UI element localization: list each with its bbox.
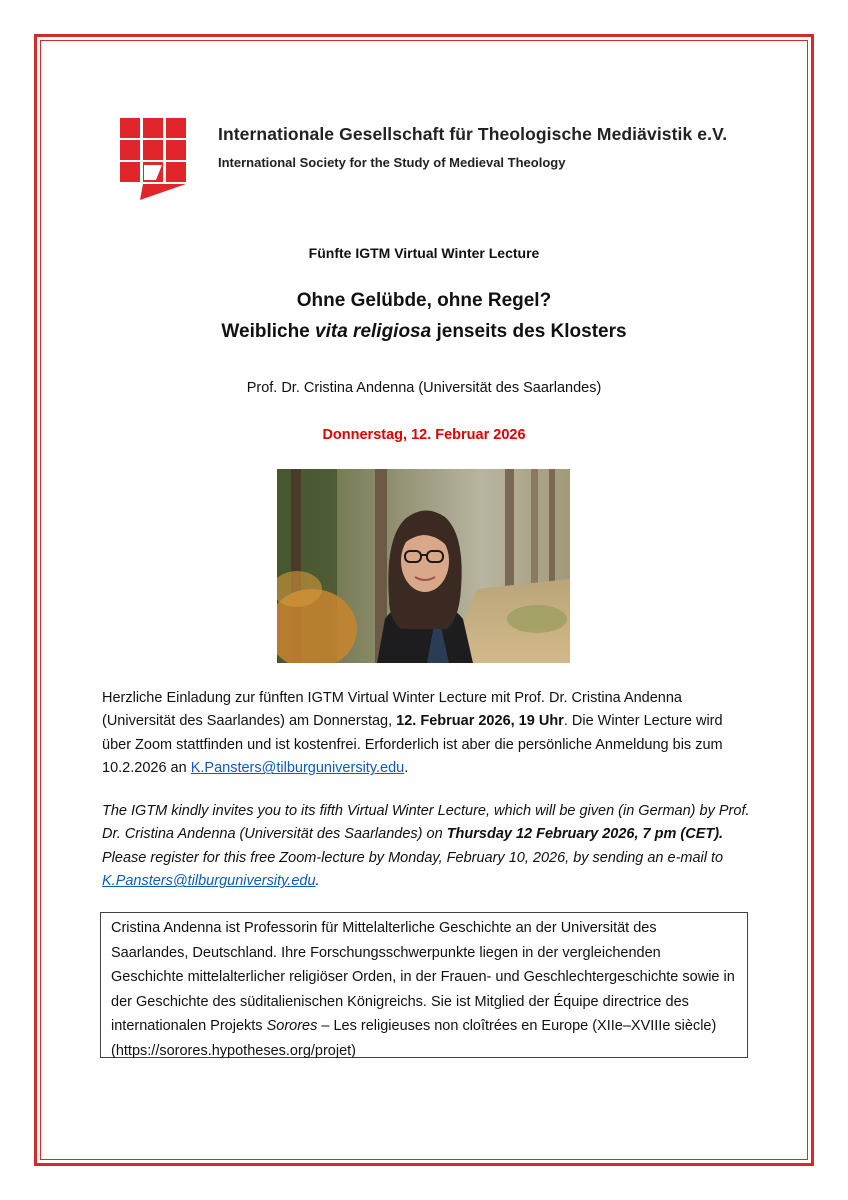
invitation-german	[102, 687, 752, 781]
invitation-english	[102, 800, 752, 894]
invitation-datetime: 12. Februar 2026, 19 Uhr	[396, 713, 564, 730]
invitation-text: .	[404, 760, 409, 777]
title-text: Weibliche	[221, 321, 316, 342]
society-name-de: Internationale Gesellschaft für Theologische Mediävistik e.V.	[218, 124, 728, 144]
lecture-series: Fünfte IGTM Virtual Winter Lecture	[308, 245, 540, 261]
invitation-text: . Die Winter Lecture wird über Zoom stattfinden und ist kostenfrei. Erforderlich ist aber die persönliche Anmeldung bis zum 10.2.2026 an	[102, 713, 723, 777]
bio-text: Cristina Andenna ist Professorin für Mittelalterliche Geschichte an der Universität des Saarlandes, Deutschland. Ihre Forschungsschwerpunkte liegen in der vergleichenden Geschichte mittelalterlicher religiöser Orden, in der Frauen- und Geschlechtergeschichte sowie in der Geschichte des süditalienischen Königreichs. Sie ist Mitglied der Équipe directrice des internationalen Projekts	[111, 920, 735, 1035]
speaker: Prof. Dr. Cristina Andenna (Universität des Saarlandes)	[246, 380, 602, 396]
bio-text: – Les religieuses non cloîtrées en Europe (XIIe–XVIIIe siècle) (https://sorores.hypotheses.org/projet)	[111, 1018, 717, 1059]
speaker-bio-box	[100, 912, 748, 1058]
society-name-en: International Society for the Study of Medieval Theology	[218, 155, 566, 170]
email-link[interactable]: K.Pansters@tilburguniversity.edu	[102, 873, 316, 890]
title-text: jenseits des Klosters	[431, 321, 627, 342]
igtm-logo	[120, 118, 188, 200]
email-link[interactable]: K.Pansters@tilburguniversity.edu	[190, 760, 405, 777]
title-italic: vita religiosa	[315, 321, 432, 342]
invitation-text: Please register for this free Zoom-lecture by Monday, February 10, 2026, by sending an e-mail to	[102, 849, 724, 866]
invitation-datetime: Thursday 12 February 2026, 7 pm (CET).	[446, 826, 724, 843]
invitation-text: .	[315, 873, 320, 890]
bio-project-name: Sorores	[266, 1018, 318, 1035]
invitation-text: The IGTM kindly invites you to its fifth Virtual Winter Lecture, which will be given (in German) by Prof. Dr. Cristina Andenna (Universität des Saarlandes) on	[102, 803, 750, 843]
lecture-title-line1: Ohne Gelübde, ohne Regel?	[296, 290, 552, 311]
lecture-title-line2	[0, 321, 848, 343]
lecture-date: Donnerstag, 12. Februar 2026	[322, 427, 526, 443]
speaker-photo	[277, 469, 570, 663]
invitation-text: Herzliche Einladung zur fünften IGTM Virtual Winter Lecture mit Prof. Dr. Cristina Andenna (Universität des Saarlandes) am Donnerstag,	[102, 690, 682, 730]
